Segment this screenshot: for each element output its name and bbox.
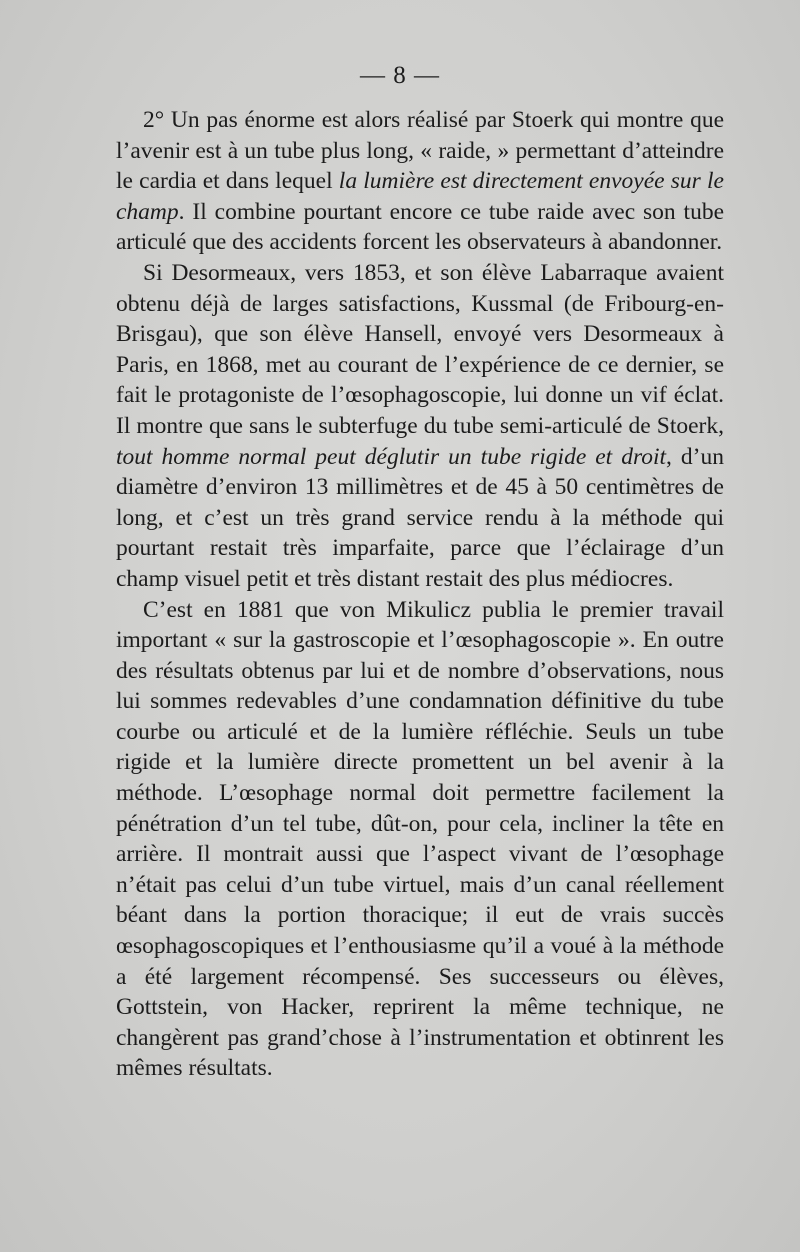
paragraph	[116, 105, 724, 258]
text-segment: , d’un diamètre d’environ 13 millimètres et de 45 à 50 centimètres de long, et c’est un très grand service rendu à la méthode qui pourtant restait très imparfaite, parce que l’éclairage d’un champ visuel petit et très distant restait des plus médiocres.	[116, 443, 724, 592]
paragraph	[116, 595, 724, 1085]
italic-segment: la lumière est directement envoyée sur le champ	[116, 168, 724, 225]
italic-segment: tout homme normal peut déglutir un tube rigide et droit	[116, 443, 667, 470]
paragraph	[116, 258, 724, 595]
text-segment: Si Desormeaux, vers 1853, et son élève Labarraque avaient obtenu déjà de larges satisfactions, Kussmal (de Fribourg-en-Brisgau), que son élève Hansell, envoyé vers Desormeaux à Paris, en 1868, met au courant de l’expérience de ce dernier, se fait le protagoniste de l’œsophagoscopie, lui donne un vif éclat. Il montre que sans le subterfuge du tube semi-articulé de Stoerk,	[116, 259, 724, 439]
text-segment: . Il combine pourtant encore ce tube raide avec son tube articulé que des accidents forcent les observateurs à abandonner.	[116, 198, 724, 256]
text-segment: 2° Un pas énorme est alors réalisé par Stoerk qui montre que l’avenir est à un tube plus long, « raide, » permettant d’atteindre le cardia et dans lequel	[116, 107, 724, 195]
text-segment: C’est en 1881 que von Mikulicz publia le premier travail important « sur la gastroscopie et l’œsophagoscopie ». En outre des résultats obtenus par lui et de nombre d’observations, nous lui sommes redevables d’une condamnation définitive du tube courbe ou articulé et de la lumière réfléchie. Seuls un tube rigide et la lumière directe promettent un bel avenir à la méthode. L’œsophage normal doit permettre facilement la pénétration d’un tel tube, dût-on, pour cela, incliner la tête en arrière. Il montrait aussi que l’aspect vivant de l’œsophage n’était pas celui d’un tube virtuel, mais d’un canal réellement béant dans la portion thoracique; il eut de vrais succès œsophagoscopiques et l’enthousiasme qu’il a voué à la méthode a été largement récompensé. Ses successeurs ou élèves, Gottstein, von Hacker, reprirent la même technique, ne changèrent pas grand’chose à l’instrumentation et obtinrent les mêmes résultats.	[116, 596, 724, 1082]
page-number: — 8 —	[360, 62, 440, 89]
body-text	[116, 105, 724, 1084]
